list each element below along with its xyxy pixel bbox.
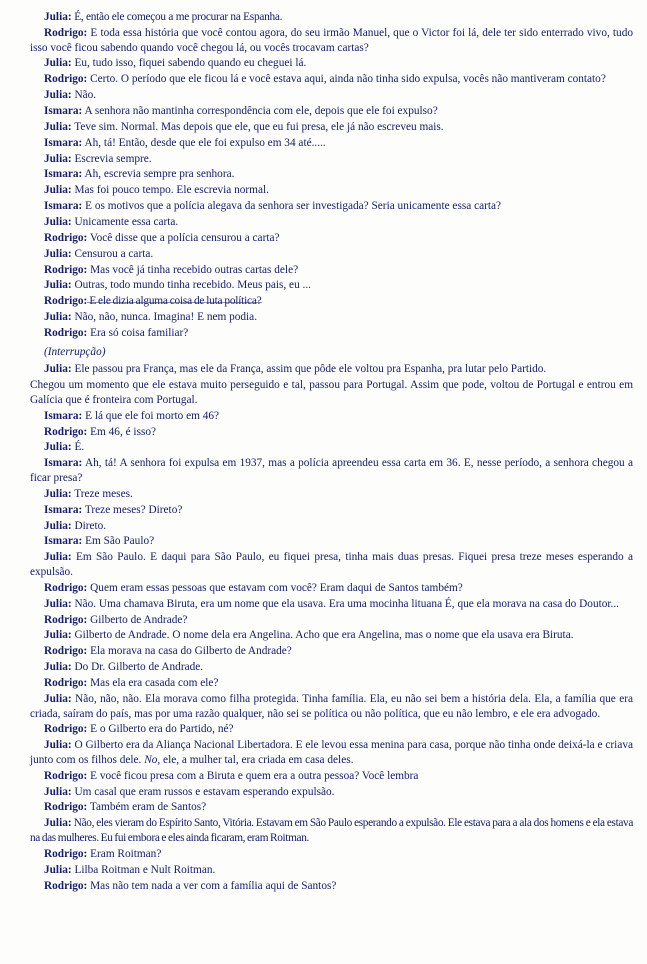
speaker-label: Ismara:: [44, 457, 83, 470]
utterance-text: Em São Paulo?: [82, 535, 155, 548]
speaker-label: Julia:: [44, 441, 72, 454]
utterance-text: É, então ele começou a me procurar na Espanha.: [71, 11, 283, 23]
transcript-line: [30, 409, 633, 424]
speaker-label: Rodrigo:: [44, 231, 88, 244]
transcript-line: [30, 487, 633, 502]
utterance-text: Quem eram essas pessoas que estavam com você? Eram daqui de Santos também?: [87, 581, 463, 594]
speaker-label: Julia:: [44, 11, 72, 23]
transcript-line: [30, 550, 633, 579]
continuation-paragraph: Chegou um momento que ele estava muito perseguido e tal, passou para Portugal. Assim que pode, voltou de Portugal e entrou em Galícia que é fronteira com Portugal.: [30, 379, 633, 406]
transcript-line: [30, 247, 633, 262]
utterance-text: Censurou a carta.: [71, 247, 154, 260]
transcript-line: [30, 847, 633, 862]
utterance-text: Não.: [71, 89, 97, 102]
speaker-label: Rodrigo:: [44, 879, 88, 892]
transcript-line: [30, 644, 633, 659]
utterance-text: E os motivos que a polícia alegava da senhora ser investigada? Seria unicamente essa carta?: [82, 200, 502, 213]
utterance-text: Gilberto de Andrade?: [87, 613, 188, 626]
utterance-text: Não, não, não. Ela morava como filha protegida. Tinha família. Ela, eu não sei bem a história dela. Ela, a família que era criada, saíram do país, mas por uma razão qualquer, não sei se política ou não política, que eu não lembro, e ele era advogado.: [30, 692, 633, 720]
speaker-label: Rodrigo:: [44, 327, 88, 339]
speaker-label: Rodrigo:: [44, 613, 88, 626]
transcript-line: [30, 581, 633, 596]
speaker-label: Rodrigo:: [44, 581, 88, 594]
utterance-text: Um casal que eram russos e estavam esperando expulsão.: [71, 785, 335, 798]
utterance-text: A senhora não mantinha correspondência com ele, depois que ele foi expulso?: [82, 104, 438, 117]
utterance-text: E o Gilberto era do Partido, né?: [87, 723, 234, 736]
speaker-label: Ismara:: [44, 200, 83, 213]
speaker-label: Rodrigo:: [44, 73, 88, 86]
speaker-label: Julia:: [44, 247, 72, 260]
utterance-text: Gilberto de Andrade. O nome dela era Angelina. Acho que era Angelina, mas o nome que ela usava era Biruta.: [71, 629, 574, 642]
speaker-label: Julia:: [44, 363, 72, 376]
transcript-line: [30, 879, 633, 894]
transcript-line: [30, 676, 633, 691]
utterance-text: Mas você já tinha recebido outras cartas dele?: [87, 263, 299, 276]
transcript-line: [30, 816, 633, 845]
transcript-line: [30, 104, 633, 119]
speaker-label: Julia:: [44, 184, 72, 197]
speaker-label: Ismara:: [44, 104, 83, 117]
transcript-line: [30, 167, 633, 182]
speaker-label: Julia:: [44, 739, 72, 752]
transcript-line: [30, 88, 633, 103]
speaker-label: Julia:: [44, 597, 72, 610]
utterance-text: É.: [71, 441, 85, 454]
utterance-text: O Gilberto era da Aliança Nacional Libertadora. E ele levou essa menina para casa, porque não tinha onde deixá-la e criava junto com os filhos dele. No, ele, a mulher tal, era criada em casa deles.: [30, 739, 633, 766]
transcript-line: [30, 722, 633, 737]
utterance-text: Teve sim. Normal. Mas depois que ele, que eu fui presa, ele já não escreveu mais.: [71, 120, 444, 133]
transcript-line: [30, 534, 633, 549]
utterance-text: Eu, tudo isso, fiquei sabendo quando eu cheguei lá.: [71, 57, 307, 70]
utterance-text: Direto.: [71, 519, 107, 532]
speaker-label: Rodrigo:: [44, 425, 88, 438]
transcript-line: [30, 425, 633, 440]
transcript-line: [30, 26, 633, 55]
transcript-block-bottom: [30, 362, 633, 893]
transcript-line: [30, 72, 633, 87]
utterance-text: Também eram de Santos?: [87, 801, 207, 814]
utterance-text: Treze meses? Direto?: [82, 503, 183, 516]
transcript-line: [30, 120, 633, 135]
transcript-line: [30, 440, 633, 455]
utterance-text: Treze meses.: [71, 487, 133, 500]
utterance-text: Certo. O período que ele ficou lá e você estava aqui, ainda não tinha sido expulsa, vocês não mantiveram contato?: [87, 73, 606, 86]
speaker-label: Ismara:: [44, 503, 83, 516]
transcript-line: [30, 863, 633, 878]
speaker-label: Rodrigo:: [44, 847, 88, 860]
transcript-line: [30, 660, 633, 675]
speaker-label: Julia:: [44, 279, 72, 292]
speaker-label: Julia:: [44, 120, 72, 133]
speaker-label: Rodrigo:: [44, 26, 88, 39]
transcript-line: [30, 785, 633, 800]
transcript-line: [30, 136, 633, 151]
speaker-label: Julia:: [44, 152, 72, 165]
utterance-text: Mas foi pouco tempo. Ele escrevia normal.: [71, 184, 269, 197]
utterance-text: Escrevia sempre.: [71, 152, 152, 165]
utterance-text: Outras, todo mundo tinha recebido. Meus pais, eu ...: [71, 279, 312, 292]
transcript-line: [30, 310, 633, 325]
transcript-line: [30, 519, 633, 534]
speaker-label: Rodrigo:: [44, 295, 88, 308]
speaker-label: Rodrigo:: [44, 263, 88, 276]
utterance-text: Unicamente essa carta.: [71, 215, 179, 228]
transcript-line: [30, 769, 633, 784]
utterance-text: Não. Uma chamava Biruta, era um nome que ela usava. Era uma mocinha lituana É, que ela morava na casa do Doutor...: [71, 597, 620, 610]
utterance-text: E ele dizia alguma coisa de luta política?: [87, 295, 262, 308]
speaker-label: Julia:: [44, 629, 72, 642]
speaker-label: Rodrigo:: [44, 723, 88, 736]
speaker-label: Julia:: [44, 817, 72, 830]
speaker-label: Ismara:: [44, 409, 83, 422]
transcript-line: [30, 263, 633, 278]
speaker-label: Ismara:: [44, 136, 83, 149]
utterance-text: Em São Paulo. E daqui para São Paulo, eu fiquei presa, tinha mais duas presas. Fiquei presa treze meses esperando a expulsão.: [30, 551, 633, 578]
transcript-line: [30, 10, 633, 25]
transcript-line: [30, 231, 633, 246]
speaker-label: Rodrigo:: [44, 676, 88, 689]
transcript-line: [30, 456, 633, 485]
transcript-line: [30, 738, 633, 767]
transcript-line: [30, 628, 633, 643]
transcript-line: [30, 56, 633, 71]
utterance-text: Lilba Roitman e Nult Roitman.: [71, 863, 216, 876]
utterance-text: Mas não tem nada a ver com a família aqui de Santos?: [87, 879, 337, 892]
speaker-label: Rodrigo:: [44, 645, 88, 658]
transcript-line: [30, 362, 633, 377]
utterance-text: Mas ela era casada com ele?: [87, 676, 219, 689]
transcript-line: [30, 199, 633, 214]
transcript-line: [30, 800, 633, 815]
utterance-text: Eram Roitman?: [87, 847, 162, 860]
speaker-label: Julia:: [44, 487, 72, 500]
utterance-text: Ah, escrevia sempre pra senhora.: [82, 168, 235, 181]
speaker-label: Ismara:: [44, 168, 83, 181]
utterance-text: Era só coisa familiar?: [87, 327, 189, 339]
utterance-text: E toda essa história que você contou agora, do seu irmão Manuel, que o Victor foi lá, dele ter sido enterrado vivo, tudo isso você ficou sabendo quando você chegou lá, ou vocês trocavam cartas?: [30, 26, 633, 54]
transcript-line: [30, 215, 633, 230]
speaker-label: Julia:: [44, 311, 72, 324]
utterance-text: Ela morava na casa do Gilberto de Andrade?: [87, 645, 292, 658]
emphasis-text: No,: [144, 753, 161, 766]
speaker-label: Ismara:: [44, 535, 83, 548]
speaker-label: Julia:: [44, 863, 72, 876]
transcript-block-top: [30, 10, 633, 341]
utterance-text: Em 46, é isso?: [87, 425, 157, 438]
transcript-line: [30, 613, 633, 628]
speaker-label: Rodrigo:: [44, 769, 88, 782]
speaker-label: Julia:: [44, 551, 72, 564]
speaker-label: Julia:: [44, 57, 72, 70]
speaker-label: Julia:: [44, 89, 72, 102]
speaker-label: Rodrigo:: [44, 801, 88, 814]
transcript-line: [30, 294, 633, 309]
transcript-line: [30, 503, 633, 518]
transcript-line: [30, 326, 633, 341]
utterance-text: Ah, tá! A senhora foi expulsa em 1937, mas a polícia apreendeu essa carta em 36. E, nesse período, a senhora chegou a ficar presa?: [30, 457, 633, 484]
transcript-line: [30, 692, 633, 721]
utterance-text: Ele passou pra França, mas ele da França, assim que pôde ele voltou pra Espanha, pra lutar pelo Partido.: [71, 363, 547, 376]
speaker-label: Julia:: [44, 215, 72, 228]
speaker-label: Julia:: [44, 692, 72, 705]
utterance-text: Do Dr. Gilberto de Andrade.: [71, 661, 204, 674]
stage-direction: (Interrupção): [44, 345, 106, 358]
utterance-text: Não, eles vieram do Espírito Santo, Vitória. Estavam em São Paulo esperando a expulsão. Ele estava para a ala dos homens e ela estava na das mulheres. Eu fui embora e eles ainda ficaram, eram Roitman.: [30, 817, 633, 844]
transcript-line: [30, 278, 633, 293]
utterance-text: Você disse que a polícia censurou a carta?: [87, 231, 280, 244]
utterance-text: Ah, tá! Então, desde que ele foi expulso em 34 até.....: [82, 136, 326, 149]
speaker-label: Julia:: [44, 519, 72, 532]
speaker-label: Julia:: [44, 661, 72, 674]
transcript-line: [30, 152, 633, 167]
utterance-text: Não, não, nunca. Imagina! E nem podia.: [71, 311, 258, 324]
transcript-line: [30, 183, 633, 198]
utterance-text: E você ficou presa com a Biruta e quem era a outra pessoa? Você lembra: [87, 769, 419, 782]
speaker-label: Julia:: [44, 785, 72, 798]
transcript-line: [30, 597, 633, 612]
utterance-text: E lá que ele foi morto em 46?: [82, 409, 220, 422]
